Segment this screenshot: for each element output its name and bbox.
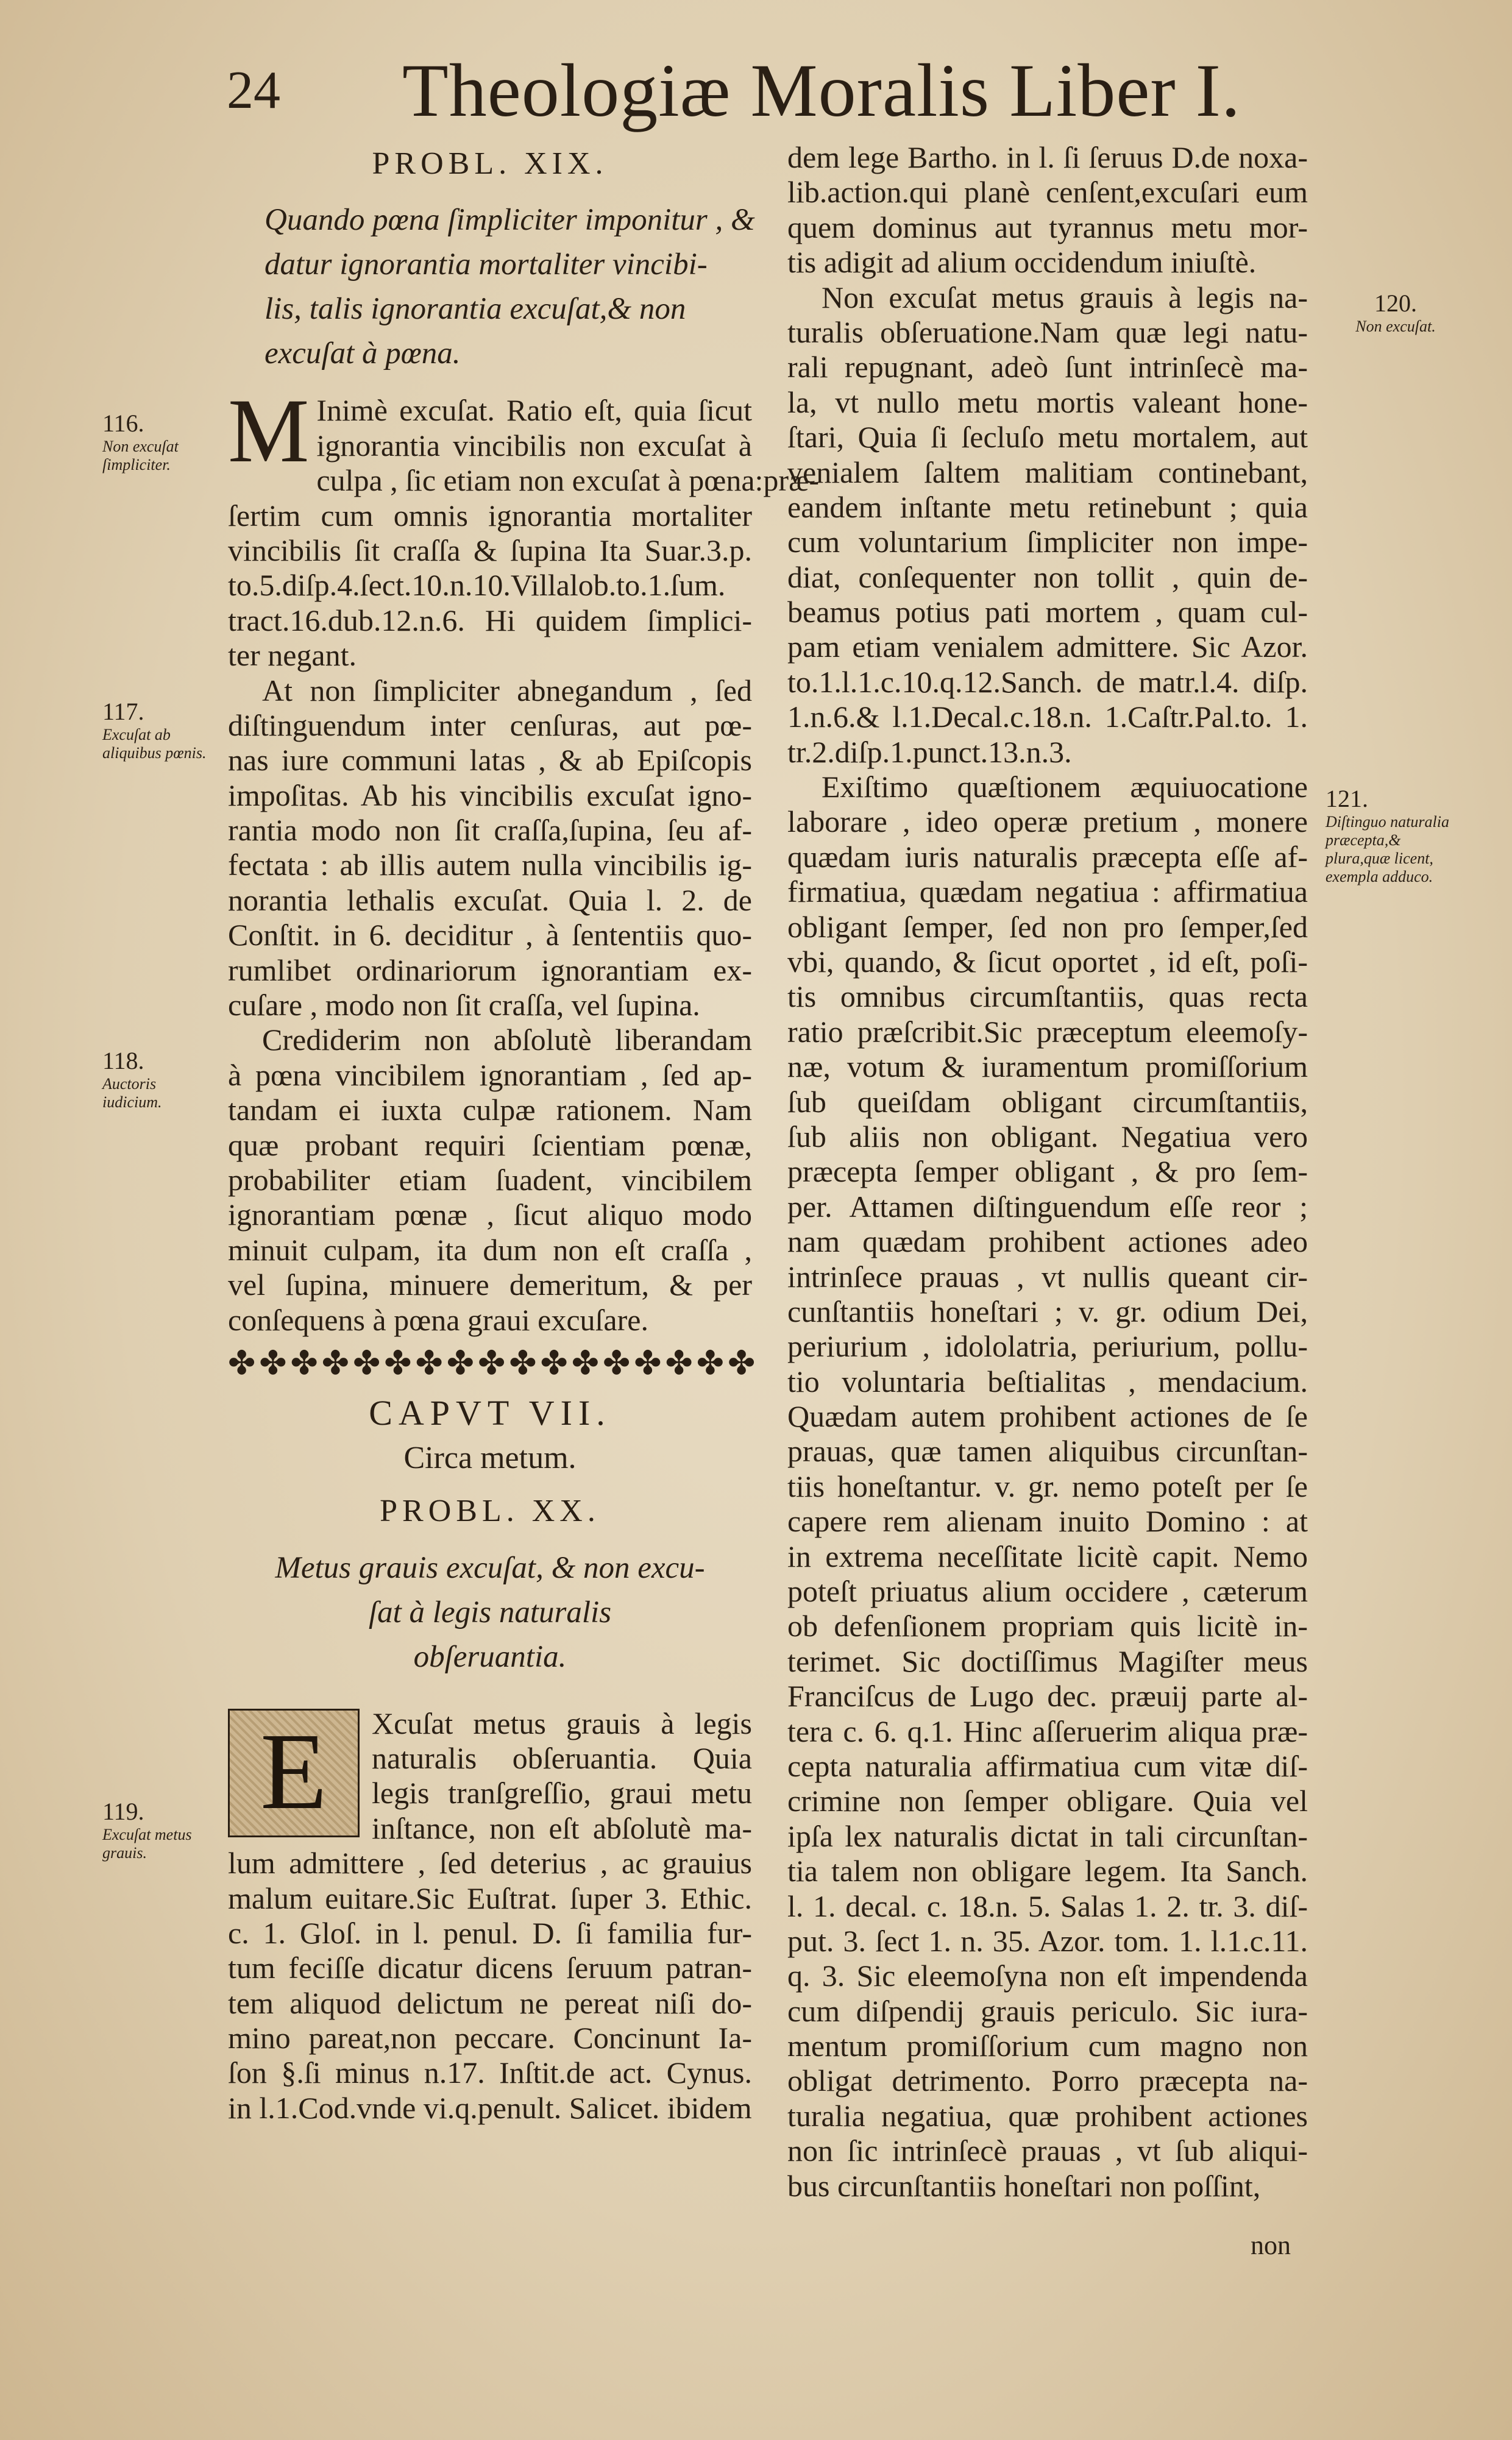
paragraph-continued <box>787 140 1308 280</box>
text-line: ſon §.ſi minus n.17. Inſtit.de act. Cynus. <box>228 2055 752 2090</box>
text-line: norantia lethalis excuſat. Quia l. 2. de <box>228 882 752 917</box>
problem-heading-20: PROBL. XX. <box>380 1494 600 1529</box>
text-line: ignorantiam pœnæ , ſicut aliquo modo <box>228 1197 752 1232</box>
text-line: ſtari, Quia ſi ſecluſo metu mortalem, aut <box>787 420 1308 455</box>
text-line: vincibilis ſit craſſa & ſupina Ita Suar.3.p. <box>228 533 752 567</box>
text-line: diat, conſequenter non tollit , quin de- <box>787 559 1308 594</box>
text-line: prauas, quæ tamen aliquibus circunſtan- <box>787 1434 1308 1469</box>
text-line: Quando pœna ſimpliciter imponitur , & <box>264 203 755 238</box>
text-line: non ſic intrinſecè prauas , vt ſub aliqui- <box>787 2133 1308 2168</box>
margin-note-number: 121. <box>1326 785 1368 812</box>
text-line: cepta naturalia affirmatiua cum vitæ diſ- <box>787 1748 1308 1783</box>
text-line: Quædam autem prohibent actiones de ſe <box>787 1399 1308 1434</box>
drop-capital-e <box>228 1709 360 1837</box>
text-line: tera c. 6. q.1. Hinc aſſeruerim aliqua præ- <box>787 1714 1308 1748</box>
text-line: tio voluntaria beſtialitas , mendacium. <box>787 1364 1308 1399</box>
text-line: terimet. Sic doctiſſimus Magiſter meus <box>787 1644 1308 1678</box>
text-line: ſub queiſdam obligant circumſtantiis, <box>787 1084 1308 1119</box>
text-line: naturalis obſeruantia. Quia <box>372 1740 752 1775</box>
paragraph-118 <box>228 1023 752 1338</box>
text-line: Non excuſat metus grauis à legis na- <box>822 280 1308 314</box>
margin-note-number: 120. <box>1374 289 1417 317</box>
text-line: conſequens à pœna graui excuſare. <box>228 1302 648 1337</box>
text-line: ratio præſcribit.Sic præceptum eleemoſy- <box>787 1014 1308 1049</box>
text-line: eandem inſtante metu retinebunt ; quia <box>787 489 1308 524</box>
paragraph-117 <box>228 673 752 1023</box>
text-line: à pœna vincibilem ignorantiam , ſed ap- <box>228 1057 752 1092</box>
problem-heading-19: PROBL. XIX. <box>372 146 608 181</box>
text-line: Exiſtimo quæſtionem æquiuocatione <box>822 770 1308 804</box>
text-line: turalia negatiua, quæ prohibent actiones <box>787 2098 1308 2133</box>
text-line: quæ probant requiri ſcientiam pœnæ, <box>228 1127 752 1162</box>
thesis-20 <box>228 1546 752 1679</box>
text-line: culpa , ſic etiam non excuſat à pœna:præ- <box>316 463 820 498</box>
text-line: beamus potius pati mortem , quam cul- <box>787 595 1308 630</box>
text-line: periurium , idololatria, periurium, pollu- <box>787 1329 1308 1364</box>
text-line: Conſtit. in 6. deciditur , à ſententiis quo- <box>228 918 752 952</box>
text-line: turalis obſeruatione.Nam quæ legi natu- <box>787 314 1308 349</box>
text-line: l. 1. decal. c. 18.n. 5. Salas 1. 2. tr. 3. diſ- <box>787 1889 1308 1923</box>
margin-note-121 <box>1326 785 1453 886</box>
text-line: vbi, quando, & ſicut oportet , id eſt, poſi- <box>787 944 1308 979</box>
text-line: tem aliquod delictum ne pereat niſi do- <box>228 1985 752 2020</box>
text-line: capere rem alienam inuito Domino : at <box>787 1504 1308 1539</box>
text-line: minuit culpam, ita dum non eſt craſſa , <box>228 1232 752 1267</box>
text-line: tis adigit ad alium occidendum iniuſtè. <box>787 245 1257 280</box>
text-line: 1.n.6.& l.1.Decal.c.18.n. 1.Caſtr.Pal.to. 1. <box>787 700 1308 734</box>
text-line: to.1.l.1.c.10.q.12.Sanch. de matr.l.4. diſp. <box>787 664 1308 699</box>
text-line: cuſare , modo non ſit craſſa, vel ſupina. <box>228 988 700 1023</box>
left-column <box>228 146 820 2126</box>
text-line: poteſt priuatus alium occidere , cæterum <box>787 1574 1308 1609</box>
text-line: præcepta ſemper obligant , & pro ſem- <box>787 1154 1308 1189</box>
running-title: Theologiæ Moralis Liber I. <box>402 49 1241 132</box>
thesis-19 <box>228 198 755 376</box>
text-line: ignorantia vincibilis non excuſat à <box>316 428 752 463</box>
margin-note-number: 116. <box>102 410 144 437</box>
text-line: to.5.diſp.4.ſect.10.n.10.Villalob.to.1.ſum. <box>228 568 726 603</box>
text-line: dem lege Bartho. in l. ſi ſeruus D.de noxa- <box>787 140 1308 174</box>
text-line: intrinſece prauas , vt nullis queant cir- <box>787 1259 1308 1294</box>
text-line: rali repugnant, adeò ſunt intrinſecè ma- <box>787 350 1308 385</box>
chapter-heading: CAPVT VII. <box>369 1393 611 1433</box>
paragraph-116 <box>228 380 820 673</box>
text-line: nas iure communi latas , & ab Epiſcopis <box>228 743 752 778</box>
text-line: bus circunſtantiis honeſtari non poſſint, <box>787 2168 1261 2203</box>
text-line: q. 3. Sic eleemoſyna non eſt impendenda <box>787 1959 1308 1993</box>
page-number: 24 <box>227 61 280 120</box>
text-line: lum admittere , ſed deterius , ac grauius <box>228 1846 752 1881</box>
text-line: ſat à legis naturalis <box>368 1595 612 1630</box>
text-line: Inimè excuſat. Ratio eſt, quia ſicut <box>316 393 752 428</box>
margin-note-118 <box>102 1047 212 1112</box>
text-line: tract.16.dub.12.n.6. Hi quidem ſimplici- <box>228 603 752 637</box>
margin-note-119 <box>102 1798 212 1862</box>
text-line: quædam iuris naturalis præcepta eſſe af- <box>787 839 1308 874</box>
text-line: Crediderim non abſolutè liberandam <box>262 1023 752 1057</box>
text-line: cum diſpendij grauis periculo. Sic iura- <box>787 1993 1308 2028</box>
margin-note-120 <box>1335 289 1457 336</box>
margin-note-text: Non excuſat ſimpliciter. <box>102 438 179 473</box>
text-line: nam quædam prohibent actiones adeo <box>787 1224 1308 1259</box>
text-line: impoſitas. Ab his vincibilis excuſat igno- <box>228 778 752 812</box>
text-line: rantia modo non ſit craſſa,ſupina, ſeu af- <box>228 813 752 848</box>
margin-note-116 <box>102 410 212 474</box>
text-line: tum feciſſe dicatur dicens ſeruum patran- <box>228 1951 752 1985</box>
drop-capital-m: M <box>228 380 310 482</box>
text-line: fectata : ab illis autem nulla vincibilis ig- <box>228 848 752 882</box>
text-line: Franciſcus de Lugo dec. præuij parte al- <box>787 1679 1308 1714</box>
drop-capital-letter: E <box>260 1710 327 1832</box>
margin-note-text: Auctoris iudicium. <box>102 1075 162 1111</box>
text-line: lib.action.qui planè cenſent,excuſari eum <box>787 175 1308 210</box>
text-line: in extrema neceſſitate licitè capit. Nemo <box>787 1539 1308 1573</box>
text-line: probabiliter etiam ſuadent, vincibilem <box>228 1163 752 1197</box>
text-line: c. 1. Gloſ. in l. penul. D. ſi familia fur- <box>228 1915 752 1950</box>
text-line: tiis honeſtantur. v. gr. nemo poteſt per ſe <box>787 1469 1308 1503</box>
text-line: obligant ſemper, ſed non pro ſemper,ſed <box>787 909 1308 944</box>
text-line: malum euitare.Sic Euſtrat. ſuper 3. Ethic. <box>228 1881 752 1915</box>
right-column <box>787 140 1308 2204</box>
text-line: obligat detrimento. Porro præcepta na- <box>787 2063 1308 2098</box>
paragraph-120 <box>787 280 1308 770</box>
text-line: ob defenſionem propriam quis licitè in- <box>787 1609 1308 1644</box>
text-line: vel ſupina, minuere demeritum, & per <box>228 1268 752 1302</box>
text-line: Metus grauis excuſat, & non excu- <box>275 1550 705 1585</box>
ornamental-divider: ✤✤✤✤✤✤✤✤✤✤✤✤✤✤✤✤✤ <box>228 1344 759 1381</box>
text-line: tandam ei iuxta culpæ rationem. Nam <box>228 1093 752 1127</box>
text-line: ter negant. <box>228 638 357 673</box>
text-line: per. Attamen diſtinguendum eſſe reor ; <box>787 1189 1308 1224</box>
text-line: tis omnibus circumſtantiis, quas recta <box>787 979 1308 1014</box>
text-line: firmatiua, quædam negatiua : affirmatiua <box>787 874 1308 909</box>
paragraph-119 <box>228 1706 752 2126</box>
text-line: ſertim cum omnis ignorantia mortaliter <box>228 498 752 533</box>
text-line: tia talem non obligare legem. Ita Sanch. <box>787 1854 1308 1889</box>
text-line: in l.1.Cod.vnde vi.q.penult. Salicet. ibidem <box>228 2090 752 2125</box>
text-line: lis, talis ignorantia excuſat,& non <box>264 292 686 327</box>
text-line: obſeruantia. <box>413 1639 567 1674</box>
text-line: mino pareat,non peccare. Concinunt Ia- <box>228 2021 752 2055</box>
catchword: non <box>1251 2230 1291 2260</box>
margin-note-117 <box>102 698 212 762</box>
text-line: crimine non ſemper obligare. Quia vel <box>787 1784 1308 1818</box>
margin-note-number: 117. <box>102 698 144 725</box>
text-line: venialem ſaltem malitiam continebant, <box>787 455 1308 489</box>
text-line: excuſat à pœna. <box>264 336 461 371</box>
margin-note-text: Non excuſat. <box>1355 317 1436 335</box>
text-line: laborare , ideo operæ pretium , monere <box>787 804 1308 839</box>
text-line: cunſtantiis honeſtari ; v. gr. odium Dei, <box>787 1294 1308 1328</box>
margin-note-text: Diſtinguo naturalia præcepta,& plura,quæ licent, exempla adduco. <box>1326 813 1449 885</box>
text-line: rumlibet ordinariorum ignorantiam ex- <box>228 952 752 987</box>
text-line: legis tranſgreſſio, graui metu <box>372 1776 752 1810</box>
text-line: datur ignorantia mortaliter vincibi- <box>264 247 708 282</box>
margin-note-text: Excuſat ab aliquibus pœnis. <box>102 726 207 762</box>
text-line: At non ſimpliciter abnegandum , ſed <box>262 673 752 708</box>
text-line: næ, votum & iuramentum promiſſorium <box>787 1049 1308 1084</box>
paragraph-121 <box>787 770 1308 2204</box>
text-line: quem dominus aut tyrannus metu mor- <box>787 210 1308 244</box>
margin-note-text: Excuſat metus grauis. <box>102 1826 192 1862</box>
margin-note-number: 119. <box>102 1798 144 1825</box>
text-line: mentum promiſſorium cum magno non <box>787 2029 1308 2063</box>
chapter-subtitle: Circa metum. <box>403 1440 577 1475</box>
text-line: diſtinguendum inter cenſuras, aut pœ- <box>228 708 752 742</box>
text-line: ipſa lex naturalis dictat in tali circunſtan- <box>787 1818 1308 1853</box>
text-line: Xcuſat metus grauis à legis <box>372 1706 752 1740</box>
text-line: cum voluntarium ſimpliciter non impe- <box>787 525 1308 559</box>
text-line: pam etiam venialem admittere. Sic Azor. <box>787 630 1308 664</box>
text-line: inſtance, non eſt abſolutè ma- <box>372 1810 752 1845</box>
margin-note-number: 118. <box>102 1047 144 1074</box>
text-line: put. 3. ſect 1. n. 35. Azor. tom. 1. l.1.c.11. <box>787 1923 1308 1958</box>
text-line: la, vt nullo metu mortis valeant hone- <box>787 385 1308 419</box>
text-line: ſub aliis non obligant. Negatiua vero <box>787 1119 1308 1154</box>
text-line: tr.2.diſp.1.punct.13.n.3. <box>787 734 1072 769</box>
